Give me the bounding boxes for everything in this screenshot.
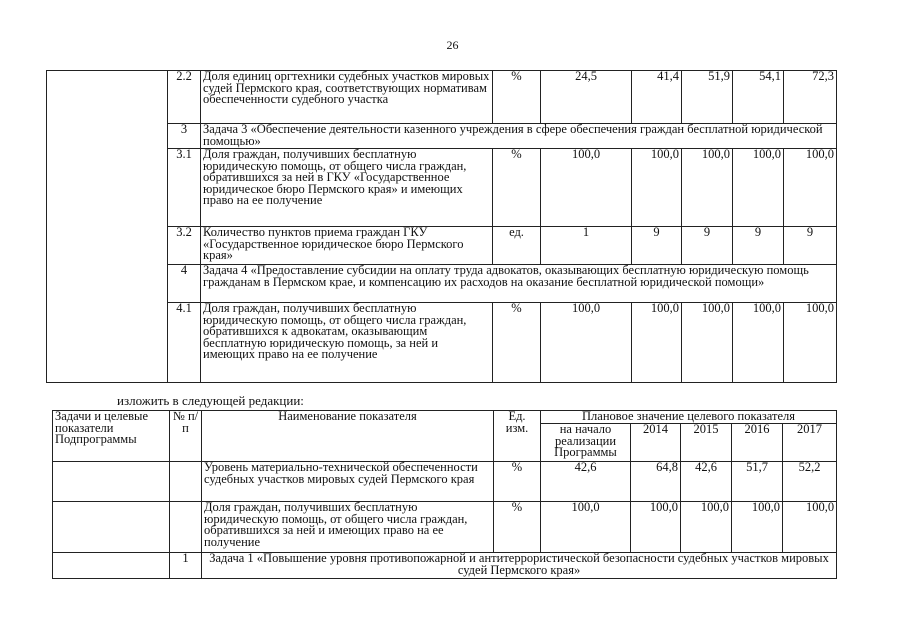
value-cell: 100,0 [732,502,783,553]
value-cell: 9 [733,227,784,265]
value-cell: 100,0 [784,303,837,383]
header-year: 2014 [631,424,681,462]
value-cell: 51,7 [732,462,783,502]
header-tasks: Задачи и целевые показатели Подпрограммы [53,411,170,462]
value-cell: 1 [541,227,632,265]
unit-cell: % [493,149,541,227]
tasks-cell [53,462,170,502]
indicator-name: Количество пунктов приема граждан ГКУ «Государственное юридическое бюро Пермского края» [201,227,493,265]
value-cell: 100,0 [783,502,837,553]
value-cell: 52,2 [783,462,837,502]
top-table [46,70,837,383]
header-start: на начало реализации Программы [541,424,631,462]
unit-cell: % [494,462,541,502]
value-cell: 9 [682,227,733,265]
tasks-cell [47,71,168,383]
unit-cell: % [493,303,541,383]
indicator-name: Доля граждан, получивших бесплатную юридическую помощь, от общего числа граждан, обратившихся за ней и имеющих право на ее получение [202,502,494,553]
value-cell: 41,4 [632,71,682,124]
value-cell: 100,0 [631,502,681,553]
value-cell: 64,8 [631,462,681,502]
value-cell: 51,9 [682,71,733,124]
row-number [170,462,202,502]
value-cell: 42,6 [681,462,732,502]
value-cell: 100,0 [733,149,784,227]
value-cell: 100,0 [681,502,732,553]
value-cell: 100,0 [733,303,784,383]
header-planned-value: Плановое значение целевого показателя [541,411,837,424]
indicator-name: Доля граждан, получивших бесплатную юридическую помощь, от общего числа граждан, обратившихся за ней в ГКУ «Государственное юридическое бюро Пермского края» и имеющих право на ее получение [201,149,493,227]
indicator-name: Доля единиц оргтехники судебных участков мировых судей Пермского края, соответствующих нормативам обеспеченности судебного участка [201,71,493,124]
row-number: 2.2 [168,71,201,124]
table-row [53,502,837,553]
value-cell: 100,0 [541,502,631,553]
value-cell: 100,0 [682,303,733,383]
row-number: 4.1 [168,303,201,383]
task-heading: Задача 3 «Обеспечение деятельности казенного учреждения в сфере обеспечения граждан бесплатной юридической помощью» [201,124,837,149]
table-row [47,71,837,124]
row-number: 3.2 [168,227,201,265]
value-cell: 100,0 [541,303,632,383]
row-number: 3 [168,124,201,149]
value-cell: 9 [632,227,682,265]
value-cell: 72,3 [784,71,837,124]
tasks-cell [53,553,170,579]
value-cell: 100,0 [632,303,682,383]
indicator-name: Уровень материально-технической обеспеченности судебных участков мировых судей Пермского края [202,462,494,502]
header-row [53,411,837,424]
value-cell: 100,0 [682,149,733,227]
value-cell: 24,5 [541,71,632,124]
header-indicator-name: Наименование показателя [202,411,494,462]
header-unit: Ед. изм. [494,411,541,462]
value-cell: 42,6 [541,462,631,502]
value-cell: 100,0 [632,149,682,227]
value-cell: 100,0 [784,149,837,227]
value-cell: 100,0 [541,149,632,227]
middle-text: изложить в следующей редакции: [117,393,304,408]
row-number: 4 [168,265,201,303]
table-row [53,553,837,579]
row-number: 3.1 [168,149,201,227]
row-number [170,502,202,553]
unit-cell: ед. [493,227,541,265]
header-number: № п/п [170,411,202,462]
value-cell: 9 [784,227,837,265]
task-heading: Задача 4 «Предоставление субсидии на оплату труда адвокатов, оказывающих бесплатную юридическую помощь гражданам в Пермском крае, и компенсацию их расходов на оказание бесплатной юридической помощи» [201,265,837,303]
unit-cell: % [494,502,541,553]
task-heading: Задача 1 «Повышение уровня противопожарной и антитеррористической безопасности судебных участков мировых судей Пермского края» [202,553,837,579]
row-number: 1 [170,553,202,579]
bottom-table [52,410,837,579]
table-row [53,462,837,502]
indicator-name: Доля граждан, получивших бесплатную юридическую помощь, от общего числа граждан, обратившихся к адвокатам, оказывающим бесплатную юридическую помощь, за ней и имеющих право на ее получение [201,303,493,383]
header-year: 2017 [783,424,837,462]
unit-cell: % [493,71,541,124]
value-cell: 54,1 [733,71,784,124]
header-year: 2016 [732,424,783,462]
page-number: 26 [446,38,459,52]
header-year: 2015 [681,424,732,462]
tasks-cell [53,502,170,553]
